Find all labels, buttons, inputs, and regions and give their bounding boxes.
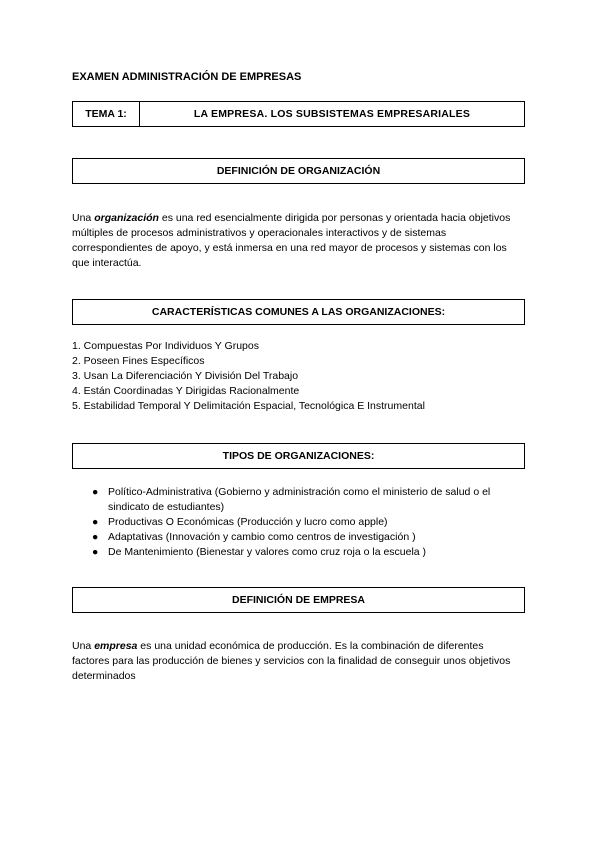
list-item <box>92 545 522 560</box>
heading-tipos: TIPOS DE ORGANIZACIONES: <box>72 443 525 469</box>
list-item-text: Productivas O Económicas (Producción y lucro como apple) <box>108 516 388 528</box>
paragraph-rest: es una red esencialmente dirigida por personas y orientada hacia objetivos múltiples de procesos administrativos y operacionales interactivos y de sistemas correspondientes de apoyo, y está inmersa en una red mayor de procesos y sistemas con los que interactúa. <box>72 212 511 269</box>
list-item-text: De Mantenimiento (Bienestar y valores como cruz roja o la escuela ) <box>108 546 427 558</box>
caracteristicas-list <box>72 339 425 414</box>
heading-definicion-organizacion: DEFINICIÓN DE ORGANIZACIÓN <box>72 158 525 184</box>
heading-caracteristicas: CARACTERÍSTICAS COMUNES A LAS ORGANIZACIONES: <box>72 299 525 325</box>
tema-name: LA EMPRESA. LOS SUBSISTEMAS EMPRESARIALES <box>193 108 471 120</box>
paragraph-rest: es una unidad económica de producción. Es la combinación de diferentes factores para las producción de bienes y servicios con la finalidad de conseguir unos objetivos determinados <box>72 640 511 682</box>
term-organizacion: organización <box>94 212 159 224</box>
document-title: EXAMEN ADMINISTRACIÓN DE EMPRESAS <box>72 71 302 83</box>
list-item-text: Adaptativas (Innovación y cambio como centros de investigación ) <box>108 531 416 543</box>
list-item <box>92 515 522 530</box>
bullet-icon: ● <box>92 486 99 498</box>
paragraph-intro: Una <box>72 640 95 652</box>
list-item <box>92 485 522 515</box>
paragraph-organizacion <box>72 211 522 271</box>
list-item: 1. Compuestas Por Individuos Y Grupos <box>72 340 259 352</box>
list-item-text: Político-Administrativa (Gobierno y administración como el ministerio de salud o el sindicato de estudiantes) <box>108 486 491 513</box>
list-item: 2. Poseen Fines Específicos <box>72 355 205 367</box>
paragraph-intro: Una <box>72 212 95 224</box>
list-item: 3. Usan La Diferenciación Y División Del Trabajo <box>72 370 299 382</box>
tema-table <box>72 101 525 127</box>
paragraph-empresa <box>72 639 522 684</box>
bullet-icon: ● <box>92 516 99 528</box>
list-item <box>92 530 522 545</box>
term-empresa: empresa <box>94 640 138 652</box>
heading-definicion-empresa: DEFINICIÓN DE EMPRESA <box>72 587 525 613</box>
bullet-icon: ● <box>92 546 99 558</box>
tema-number: TEMA 1: <box>73 102 140 126</box>
bullet-icon: ● <box>92 531 99 543</box>
list-item: 5. Estabilidad Temporal Y Delimitación Espacial, Tecnológica E Instrumental <box>72 400 425 412</box>
list-item: 4. Están Coordinadas Y Dirigidas Racionalmente <box>72 385 300 397</box>
tipos-list <box>92 485 522 560</box>
